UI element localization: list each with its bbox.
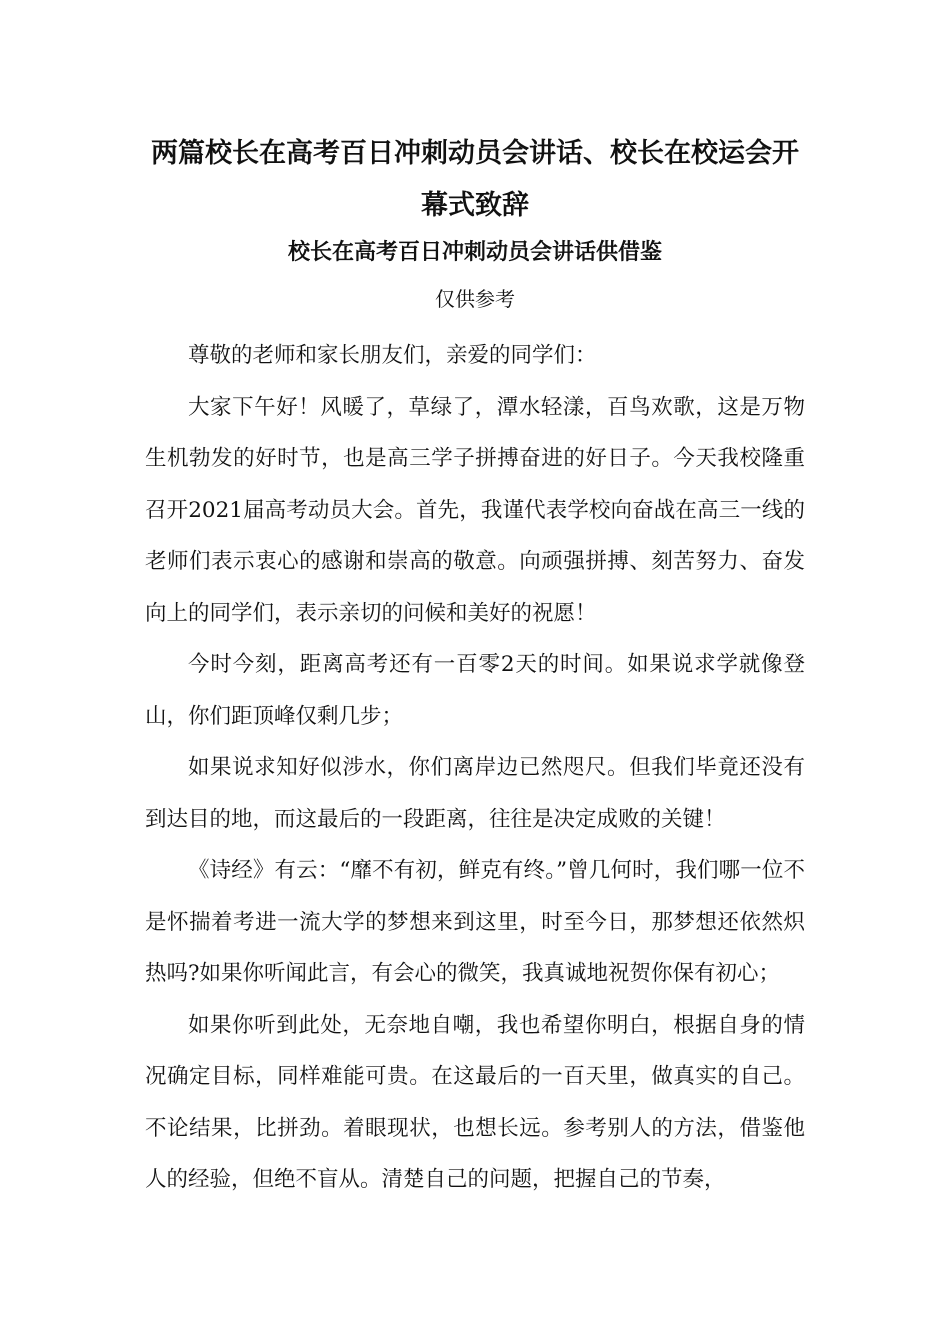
document-subtitle: 校长在高考百日冲刺动员会讲话供借鉴 [287, 239, 662, 265]
body-paragraph: 《诗经》有云：“靡不有初，鲜克有终。”曾几何时，我们哪一位不是怀揣着考进一流大学的梦想来到这里，时至今日，那梦想还依然炽热吗?如果你听闻此言，有会心的微笑，我真诚地祝贺你保有初心； [145, 858, 805, 986]
speech-body [145, 330, 805, 1206]
body-paragraph: 大家下午好！风暖了，草绿了，潭水轻漾，百鸟欢歌，这是万物生机勃发的好时节，也是高三学子拼搏奋进的好日子。今天我校隆重召开2021届高考动员大会。首先，我谨代表学校向奋战在高三一线的老师们表示衷心的感谢和崇高的敬意。向顽强拼搏、刻苦努力、奋发向上的同学们，表示亲切的问候和美好的祝愿！ [145, 394, 805, 626]
body-paragraph: 如果你听到此处，无奈地自嘲，我也希望你明白，根据自身的情况确定目标，同样难能可贵。在这最后的一百天里，做真实的自己。不论结果，比拼劲。着眼现状，也想长远。参考别人的方法，借鉴他人的经验，但绝不盲从。清楚自己的问题，把握自己的节奏， [145, 1012, 805, 1192]
reference-note: 仅供参考 [435, 287, 515, 311]
salutation-paragraph: 尊敬的老师和家长朋友们，亲爱的同学们： [188, 343, 597, 368]
document-title: 两篇校长在高考百日冲刺动员会讲话、校长在校运会开幕式致辞 [151, 138, 799, 221]
body-paragraph: 如果说求知好似涉水，你们离岸边已然咫尺。但我们毕竟还没有到达目的地，而这最后的一段距离，往往是决定成败的关键！ [145, 755, 805, 832]
body-paragraph: 今时今刻，距离高考还有一百零2天的时间。如果说求学就像登山，你们距顶峰仅剩几步； [145, 652, 805, 729]
